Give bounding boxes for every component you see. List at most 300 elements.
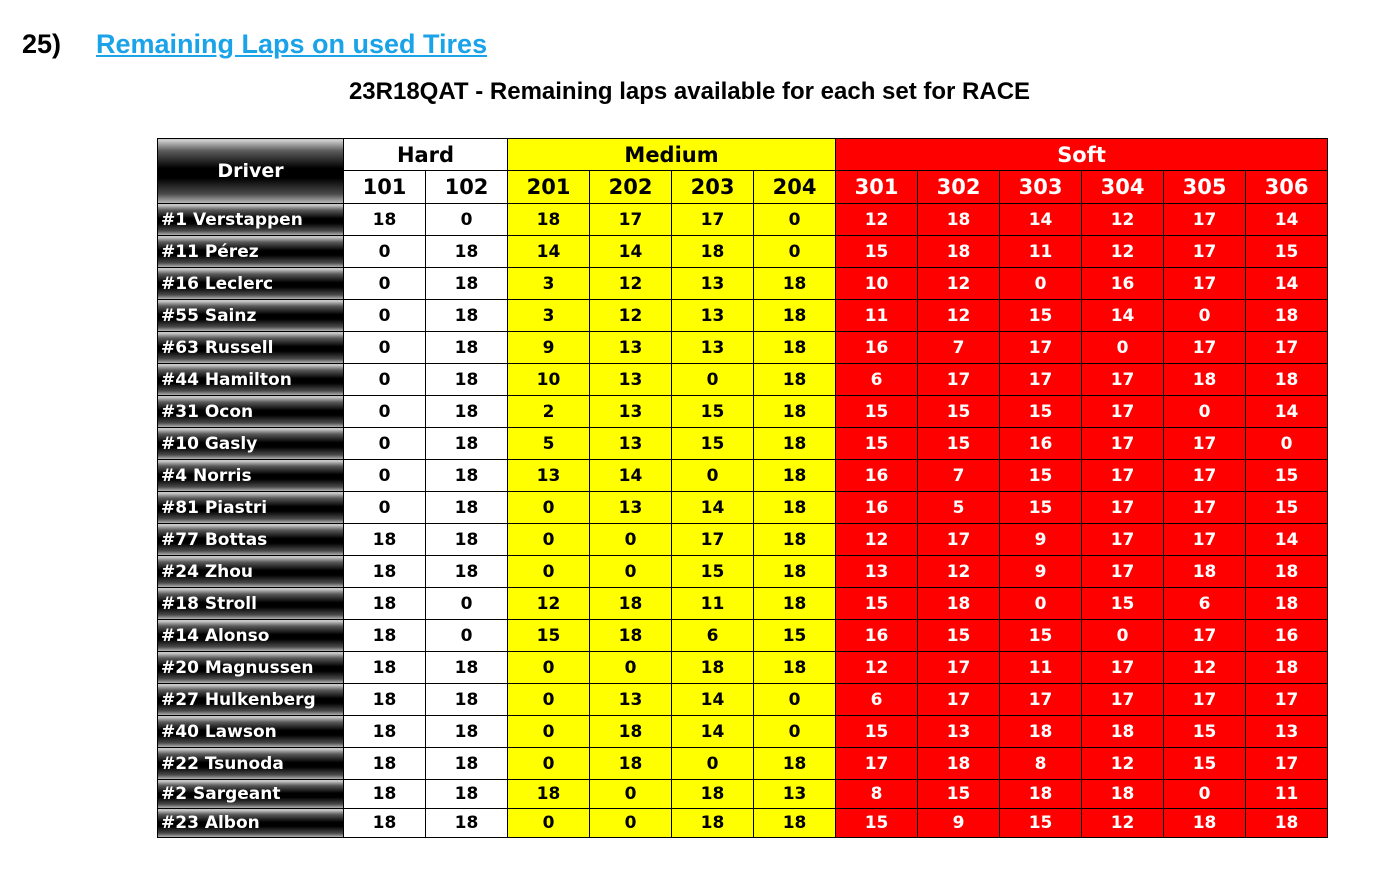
set-header: 306 <box>1246 171 1328 204</box>
laps-cell: 18 <box>344 780 426 809</box>
laps-cell: 16 <box>836 492 918 524</box>
laps-cell: 18 <box>1246 556 1328 588</box>
laps-cell: 15 <box>1246 460 1328 492</box>
laps-cell: 0 <box>426 588 508 620</box>
laps-cell: 18 <box>426 396 508 428</box>
laps-cell: 15 <box>1000 620 1082 652</box>
laps-cell: 18 <box>672 236 754 268</box>
laps-cell: 0 <box>590 652 672 684</box>
laps-cell: 9 <box>918 809 1000 838</box>
driver-name-cell: #1 Verstappen <box>158 204 344 236</box>
laps-cell: 18 <box>426 364 508 396</box>
laps-cell: 18 <box>426 716 508 748</box>
laps-cell: 0 <box>754 716 836 748</box>
laps-cell: 15 <box>918 396 1000 428</box>
table-row <box>158 236 1328 268</box>
laps-cell: 15 <box>1000 492 1082 524</box>
laps-cell: 18 <box>426 652 508 684</box>
laps-cell: 12 <box>1082 748 1164 780</box>
laps-cell: 18 <box>1246 809 1328 838</box>
driver-name-cell: #31 Ocon <box>158 396 344 428</box>
laps-cell: 18 <box>754 556 836 588</box>
laps-cell: 18 <box>508 204 590 236</box>
laps-cell: 8 <box>836 780 918 809</box>
driver-name-cell: #4 Norris <box>158 460 344 492</box>
laps-cell: 14 <box>1246 268 1328 300</box>
laps-cell: 12 <box>590 268 672 300</box>
laps-cell: 0 <box>672 748 754 780</box>
laps-cell: 18 <box>1164 556 1246 588</box>
table-row <box>158 332 1328 364</box>
laps-cell: 17 <box>1246 332 1328 364</box>
laps-cell: 3 <box>508 300 590 332</box>
laps-cell: 9 <box>508 332 590 364</box>
laps-cell: 18 <box>590 620 672 652</box>
laps-cell: 18 <box>918 748 1000 780</box>
laps-cell: 12 <box>1082 809 1164 838</box>
laps-cell: 18 <box>754 268 836 300</box>
driver-name-cell: #16 Leclerc <box>158 268 344 300</box>
laps-cell: 3 <box>508 268 590 300</box>
laps-cell: 8 <box>1000 748 1082 780</box>
laps-cell: 18 <box>754 396 836 428</box>
laps-cell: 2 <box>508 396 590 428</box>
laps-cell: 16 <box>836 460 918 492</box>
table-row <box>158 716 1328 748</box>
laps-cell: 12 <box>1164 652 1246 684</box>
laps-cell: 14 <box>590 236 672 268</box>
table-row <box>158 809 1328 838</box>
driver-name-cell: #18 Stroll <box>158 588 344 620</box>
laps-cell: 15 <box>1000 460 1082 492</box>
laps-cell: 0 <box>344 268 426 300</box>
laps-cell: 18 <box>344 809 426 838</box>
laps-cell: 18 <box>754 300 836 332</box>
laps-cell: 15 <box>918 620 1000 652</box>
laps-cell: 14 <box>672 716 754 748</box>
laps-cell: 15 <box>918 428 1000 460</box>
laps-cell: 18 <box>426 748 508 780</box>
table-row <box>158 556 1328 588</box>
laps-cell: 0 <box>344 396 426 428</box>
driver-name-cell: #44 Hamilton <box>158 364 344 396</box>
laps-cell: 17 <box>1000 364 1082 396</box>
laps-cell: 14 <box>1246 204 1328 236</box>
laps-cell: 17 <box>1164 428 1246 460</box>
table-row <box>158 588 1328 620</box>
laps-cell: 12 <box>836 204 918 236</box>
laps-cell: 15 <box>836 236 918 268</box>
laps-cell: 15 <box>1246 492 1328 524</box>
laps-cell: 18 <box>590 716 672 748</box>
laps-cell: 15 <box>672 428 754 460</box>
laps-cell: 16 <box>1000 428 1082 460</box>
laps-cell: 18 <box>344 748 426 780</box>
laps-cell: 12 <box>1082 236 1164 268</box>
laps-cell: 0 <box>508 652 590 684</box>
laps-cell: 15 <box>918 780 1000 809</box>
driver-name-cell: #63 Russell <box>158 332 344 364</box>
laps-cell: 6 <box>836 364 918 396</box>
laps-cell: 11 <box>1000 652 1082 684</box>
laps-cell: 13 <box>1246 716 1328 748</box>
group-header-hard: Hard <box>344 139 508 171</box>
laps-cell: 15 <box>1164 716 1246 748</box>
laps-cell: 15 <box>672 396 754 428</box>
laps-cell: 11 <box>1000 236 1082 268</box>
set-header: 304 <box>1082 171 1164 204</box>
laps-cell: 18 <box>754 748 836 780</box>
laps-cell: 7 <box>918 460 1000 492</box>
laps-cell: 17 <box>1082 428 1164 460</box>
laps-cell: 16 <box>1246 620 1328 652</box>
laps-cell: 18 <box>672 652 754 684</box>
laps-cell: 18 <box>426 236 508 268</box>
laps-cell: 0 <box>672 460 754 492</box>
laps-cell: 13 <box>590 332 672 364</box>
laps-cell: 0 <box>672 364 754 396</box>
laps-cell: 11 <box>1246 780 1328 809</box>
laps-cell: 0 <box>426 204 508 236</box>
laps-cell: 18 <box>1164 809 1246 838</box>
laps-cell: 18 <box>426 268 508 300</box>
laps-cell: 0 <box>344 492 426 524</box>
laps-cell: 18 <box>1164 364 1246 396</box>
table-row <box>158 780 1328 809</box>
laps-cell: 18 <box>918 204 1000 236</box>
set-header: 102 <box>426 171 508 204</box>
laps-cell: 15 <box>754 620 836 652</box>
laps-cell: 0 <box>344 364 426 396</box>
laps-cell: 0 <box>1000 268 1082 300</box>
laps-cell: 14 <box>590 460 672 492</box>
laps-cell: 15 <box>1000 396 1082 428</box>
laps-cell: 5 <box>918 492 1000 524</box>
driver-name-cell: #81 Piastri <box>158 492 344 524</box>
laps-cell: 12 <box>918 268 1000 300</box>
table-row <box>158 268 1328 300</box>
table-row <box>158 396 1328 428</box>
laps-cell: 17 <box>1246 748 1328 780</box>
laps-cell: 17 <box>1164 268 1246 300</box>
laps-cell: 16 <box>1082 268 1164 300</box>
laps-cell: 18 <box>672 780 754 809</box>
set-header: 305 <box>1164 171 1246 204</box>
laps-cell: 17 <box>1082 396 1164 428</box>
laps-cell: 15 <box>508 620 590 652</box>
section-title-link[interactable]: Remaining Laps on used Tires <box>96 28 488 59</box>
laps-cell: 18 <box>426 684 508 716</box>
driver-name-cell: #40 Lawson <box>158 716 344 748</box>
laps-cell: 18 <box>754 588 836 620</box>
laps-cell: 17 <box>1000 332 1082 364</box>
set-header: 203 <box>672 171 754 204</box>
driver-name-cell: #10 Gasly <box>158 428 344 460</box>
laps-cell: 17 <box>1082 652 1164 684</box>
set-header: 101 <box>344 171 426 204</box>
laps-cell: 18 <box>754 428 836 460</box>
table-row <box>158 652 1328 684</box>
laps-cell: 10 <box>508 364 590 396</box>
laps-cell: 17 <box>1164 460 1246 492</box>
laps-cell: 0 <box>344 332 426 364</box>
laps-cell: 15 <box>1000 809 1082 838</box>
table-row <box>158 684 1328 716</box>
laps-cell: 18 <box>426 428 508 460</box>
laps-cell: 15 <box>836 396 918 428</box>
laps-cell: 0 <box>590 809 672 838</box>
laps-cell: 18 <box>1246 652 1328 684</box>
laps-cell: 17 <box>1000 684 1082 716</box>
laps-cell: 0 <box>754 204 836 236</box>
laps-cell: 18 <box>1082 716 1164 748</box>
laps-cell: 0 <box>1164 300 1246 332</box>
laps-cell: 0 <box>1082 332 1164 364</box>
laps-cell: 17 <box>672 524 754 556</box>
laps-cell: 17 <box>1246 684 1328 716</box>
laps-cell: 17 <box>1164 524 1246 556</box>
laps-cell: 17 <box>1082 364 1164 396</box>
laps-cell: 0 <box>754 684 836 716</box>
laps-cell: 18 <box>590 588 672 620</box>
laps-cell: 13 <box>590 428 672 460</box>
laps-cell: 18 <box>344 524 426 556</box>
laps-cell: 14 <box>672 492 754 524</box>
laps-cell: 10 <box>836 268 918 300</box>
set-header: 303 <box>1000 171 1082 204</box>
laps-cell: 13 <box>672 268 754 300</box>
laps-cell: 17 <box>672 204 754 236</box>
laps-cell: 18 <box>754 492 836 524</box>
laps-cell: 18 <box>344 716 426 748</box>
laps-cell: 13 <box>590 492 672 524</box>
laps-cell: 0 <box>508 809 590 838</box>
table-row <box>158 524 1328 556</box>
table-body <box>158 204 1328 838</box>
driver-name-cell: #11 Pérez <box>158 236 344 268</box>
laps-cell: 17 <box>1164 236 1246 268</box>
laps-cell: 15 <box>1000 300 1082 332</box>
laps-cell: 18 <box>1082 780 1164 809</box>
laps-cell: 13 <box>508 460 590 492</box>
laps-cell: 18 <box>426 300 508 332</box>
laps-cell: 13 <box>590 364 672 396</box>
laps-cell: 18 <box>426 332 508 364</box>
laps-cell: 18 <box>426 492 508 524</box>
laps-cell: 0 <box>344 236 426 268</box>
laps-cell: 12 <box>590 300 672 332</box>
laps-cell: 17 <box>1164 492 1246 524</box>
laps-cell: 12 <box>918 300 1000 332</box>
driver-name-cell: #24 Zhou <box>158 556 344 588</box>
laps-cell: 0 <box>1000 588 1082 620</box>
laps-cell: 17 <box>1082 556 1164 588</box>
set-header: 202 <box>590 171 672 204</box>
laps-cell: 18 <box>344 588 426 620</box>
laps-cell: 0 <box>508 556 590 588</box>
table-title: 23R18QAT - Remaining laps available for each set for RACE <box>348 78 1031 105</box>
laps-cell: 18 <box>590 748 672 780</box>
laps-cell: 18 <box>672 809 754 838</box>
laps-cell: 18 <box>1246 300 1328 332</box>
laps-cell: 9 <box>1000 524 1082 556</box>
laps-cell: 0 <box>590 524 672 556</box>
laps-cell: 18 <box>344 556 426 588</box>
laps-cell: 17 <box>1164 332 1246 364</box>
laps-cell: 0 <box>1082 620 1164 652</box>
laps-cell: 0 <box>344 460 426 492</box>
driver-name-cell: #22 Tsunoda <box>158 748 344 780</box>
laps-cell: 18 <box>426 780 508 809</box>
laps-cell: 13 <box>590 684 672 716</box>
laps-cell: 18 <box>426 524 508 556</box>
driver-name-cell: #55 Sainz <box>158 300 344 332</box>
table-row <box>158 748 1328 780</box>
laps-cell: 11 <box>672 588 754 620</box>
table-row <box>158 300 1328 332</box>
laps-cell: 17 <box>1082 684 1164 716</box>
set-header: 301 <box>836 171 918 204</box>
driver-name-cell: #14 Alonso <box>158 620 344 652</box>
laps-cell: 12 <box>1082 204 1164 236</box>
laps-cell: 18 <box>426 556 508 588</box>
group-header-soft: Soft <box>836 139 1328 171</box>
table-row <box>158 460 1328 492</box>
group-header-medium: Medium <box>508 139 836 171</box>
laps-cell: 18 <box>918 236 1000 268</box>
laps-cell: 17 <box>1082 492 1164 524</box>
laps-cell: 18 <box>754 460 836 492</box>
laps-cell: 18 <box>754 332 836 364</box>
laps-cell: 18 <box>344 204 426 236</box>
laps-cell: 12 <box>836 652 918 684</box>
laps-cell: 18 <box>754 364 836 396</box>
laps-cell: 14 <box>672 684 754 716</box>
laps-cell: 0 <box>590 780 672 809</box>
table-row <box>158 204 1328 236</box>
laps-cell: 0 <box>754 236 836 268</box>
laps-cell: 18 <box>344 652 426 684</box>
laps-cell: 18 <box>426 460 508 492</box>
laps-cell: 18 <box>754 809 836 838</box>
group-header-row <box>158 139 1328 171</box>
laps-cell: 17 <box>918 684 1000 716</box>
laps-cell: 14 <box>508 236 590 268</box>
laps-cell: 18 <box>344 620 426 652</box>
laps-cell: 7 <box>918 332 1000 364</box>
laps-cell: 15 <box>836 716 918 748</box>
laps-cell: 17 <box>918 524 1000 556</box>
set-header: 302 <box>918 171 1000 204</box>
laps-cell: 5 <box>508 428 590 460</box>
remaining-laps-table <box>157 138 1328 838</box>
laps-cell: 17 <box>1164 204 1246 236</box>
laps-cell: 12 <box>508 588 590 620</box>
laps-cell: 0 <box>1164 780 1246 809</box>
laps-cell: 16 <box>836 620 918 652</box>
laps-cell: 18 <box>918 588 1000 620</box>
section-number: 25) <box>22 28 62 59</box>
laps-cell: 0 <box>508 748 590 780</box>
laps-cell: 18 <box>508 780 590 809</box>
laps-cell: 15 <box>836 428 918 460</box>
laps-cell: 18 <box>1000 716 1082 748</box>
laps-cell: 0 <box>508 524 590 556</box>
laps-cell: 13 <box>836 556 918 588</box>
laps-cell: 12 <box>836 524 918 556</box>
table-row <box>158 620 1328 652</box>
driver-name-cell: #23 Albon <box>158 809 344 838</box>
table-row <box>158 364 1328 396</box>
laps-cell: 17 <box>1164 620 1246 652</box>
laps-cell: 6 <box>836 684 918 716</box>
laps-cell: 15 <box>1164 748 1246 780</box>
laps-cell: 0 <box>508 716 590 748</box>
laps-cell: 12 <box>918 556 1000 588</box>
laps-cell: 9 <box>1000 556 1082 588</box>
driver-name-cell: #20 Magnussen <box>158 652 344 684</box>
driver-name-cell: #27 Hulkenberg <box>158 684 344 716</box>
laps-cell: 18 <box>1000 780 1082 809</box>
laps-cell: 15 <box>672 556 754 588</box>
laps-cell: 14 <box>1246 396 1328 428</box>
laps-cell: 6 <box>672 620 754 652</box>
laps-cell: 17 <box>836 748 918 780</box>
laps-cell: 15 <box>1246 236 1328 268</box>
laps-cell: 15 <box>836 588 918 620</box>
laps-cell: 11 <box>836 300 918 332</box>
section-heading <box>22 26 487 62</box>
laps-cell: 14 <box>1082 300 1164 332</box>
laps-cell: 6 <box>1164 588 1246 620</box>
laps-cell: 13 <box>672 332 754 364</box>
laps-cell: 17 <box>590 204 672 236</box>
table-row <box>158 428 1328 460</box>
table-row <box>158 492 1328 524</box>
laps-cell: 18 <box>426 809 508 838</box>
driver-name-cell: #2 Sargeant <box>158 780 344 809</box>
laps-cell: 0 <box>344 300 426 332</box>
laps-cell: 18 <box>344 684 426 716</box>
set-header: 204 <box>754 171 836 204</box>
driver-name-cell: #77 Bottas <box>158 524 344 556</box>
laps-cell: 0 <box>426 620 508 652</box>
laps-cell: 15 <box>836 809 918 838</box>
laps-cell: 13 <box>918 716 1000 748</box>
laps-cell: 0 <box>590 556 672 588</box>
laps-cell: 13 <box>590 396 672 428</box>
laps-cell: 15 <box>1082 588 1164 620</box>
set-header: 201 <box>508 171 590 204</box>
laps-cell: 16 <box>836 332 918 364</box>
laps-cell: 0 <box>508 684 590 716</box>
laps-cell: 0 <box>344 428 426 460</box>
laps-cell: 17 <box>1164 684 1246 716</box>
laps-cell: 17 <box>1082 524 1164 556</box>
laps-cell: 17 <box>1082 460 1164 492</box>
laps-cell: 18 <box>754 524 836 556</box>
laps-cell: 18 <box>1246 364 1328 396</box>
laps-cell: 13 <box>754 780 836 809</box>
laps-cell: 14 <box>1000 204 1082 236</box>
laps-cell: 0 <box>1246 428 1328 460</box>
laps-cell: 14 <box>1246 524 1328 556</box>
laps-cell: 0 <box>1164 396 1246 428</box>
laps-cell: 13 <box>672 300 754 332</box>
laps-cell: 0 <box>508 492 590 524</box>
driver-column-header: Driver <box>158 139 344 204</box>
laps-cell: 17 <box>918 364 1000 396</box>
